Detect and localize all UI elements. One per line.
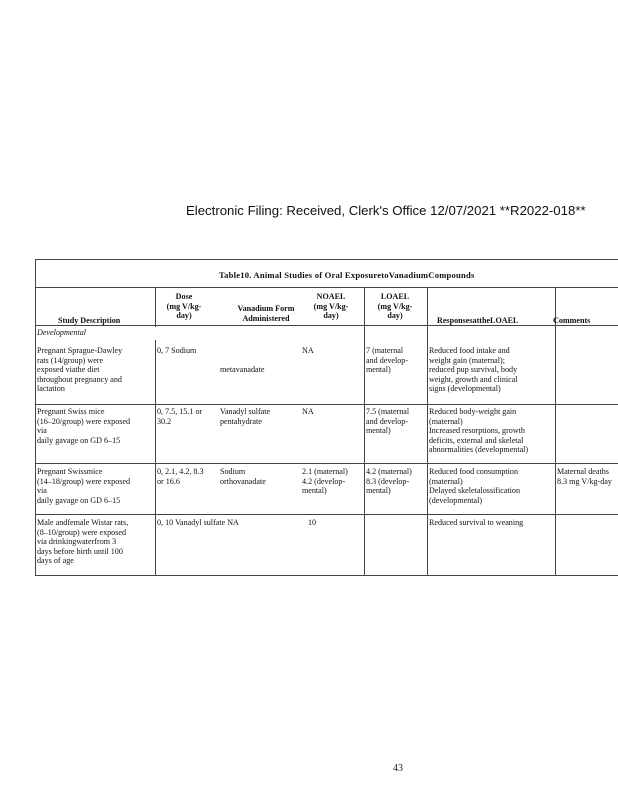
- header-dose: Dose (mg V/kg- day): [166, 292, 202, 321]
- row1-responses: Reduced food intake and weight gain (maternal); reduced pup survival, body weight, growth and clinical signs (developmental): [429, 346, 518, 394]
- row-divider: [36, 514, 618, 515]
- column-divider: [555, 288, 556, 576]
- row1-dose: 0, 7 Sodium: [157, 346, 197, 355]
- row4-dose: 0, 10 Vanadyl sulfate NA: [157, 518, 239, 527]
- animal-studies-table: [35, 259, 618, 576]
- page-number: 43: [393, 763, 403, 774]
- column-divider: [155, 288, 156, 327]
- row1-form: metavanadate: [220, 365, 265, 375]
- row2-study: Pregnant Swiss mice (16–20/group) were exposed via daily gavage on GD 6–15: [37, 407, 131, 445]
- section-label: Developmental: [37, 328, 86, 337]
- header-divider: [36, 325, 618, 326]
- row1-noael: NA: [302, 346, 314, 355]
- column-divider: [155, 340, 156, 576]
- column-divider: [427, 288, 428, 576]
- row4-study: Male andfemale Wistar rats, (8–10/group) were exposed via drinkingwaterfrom 3 days before birth until 100 days of age: [37, 518, 129, 566]
- header-noael: NOAEL (mg V/kg- day): [313, 292, 349, 321]
- column-divider: [364, 288, 365, 576]
- row4-responses: Reduced survival to weaning: [429, 518, 524, 527]
- header-comments: Comments: [553, 316, 591, 325]
- row2-loael: 7.5 (maternal and develop- mental): [366, 407, 410, 436]
- row-divider: [36, 463, 618, 464]
- row2-dose: 0, 7.5, 15.1 or 30.2: [157, 407, 203, 426]
- header-study: Study Description: [58, 316, 121, 325]
- row4-noael: 10: [308, 518, 317, 527]
- row2-responses: Reduced body-weight gain (maternal) Increased resorptions, growth deficits, external and skeletal abnormalities (developmental): [429, 407, 529, 455]
- row3-comments: Maternal deaths 8.3 mg V/kg-day: [557, 467, 612, 486]
- filing-header: Electronic Filing: Received, Clerk's Office 12/07/2021 **R2022-018**: [186, 203, 586, 218]
- header-loael: LOAEL (mg V/kg- day): [377, 292, 413, 321]
- table-title-row: [36, 260, 618, 288]
- row1-study: Pregnant Sprague-Dawley rats (14/group) were exposed viathe diet throughout pregnancy and lactation: [37, 346, 123, 394]
- row3-study: Pregnant Swissmice (14–18/group) were exposed via daily gavage on GD 6–15: [37, 467, 131, 505]
- row3-noael: 2.1 (maternal) 4.2 (develop- mental): [302, 467, 348, 496]
- row3-dose: 0, 2.1, 4.2, 8.3 or 16.6: [157, 467, 204, 486]
- header-form: Vanadium Form Administered: [237, 304, 295, 323]
- row2-noael: NA: [302, 407, 314, 416]
- row2-form: Vanadyl sulfate pentahydrate: [220, 407, 271, 426]
- header-responses: ResponsesattheLOAEL: [437, 316, 519, 325]
- row3-form: Sodium orthovanadate: [220, 467, 266, 486]
- row3-responses: Reduced food consumption (maternal) Delayed skeletalossification (developmental): [429, 467, 521, 505]
- table-title: Table10. Animal Studies of Oral ExposuretoVanadiumCompounds: [219, 270, 475, 280]
- row1-loael: 7 (maternal and develop- mental): [366, 346, 409, 375]
- row3-loael: 4.2 (maternal) 8.3 (develop- mental): [366, 467, 412, 496]
- row-divider: [36, 404, 618, 405]
